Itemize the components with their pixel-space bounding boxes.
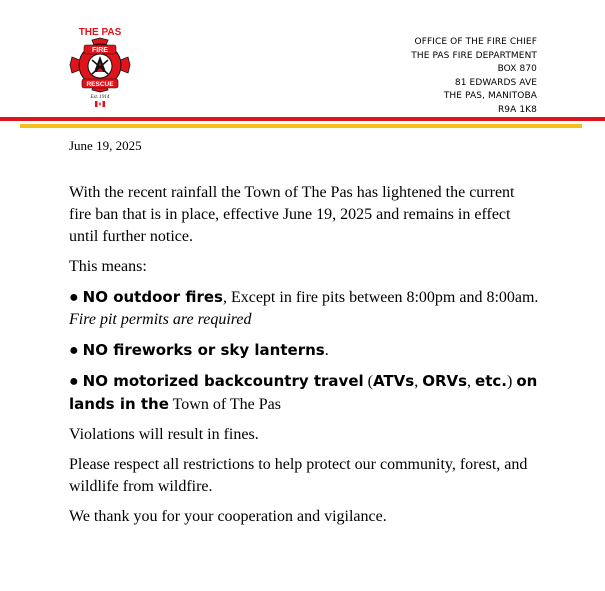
address-line: THE PAS, MANITOBA [443, 91, 537, 101]
logo-banner-bottom-text: RESCUE [86, 81, 114, 88]
letter-body [69, 182, 539, 536]
address-line: R9A 1K8 [497, 104, 537, 115]
restriction-bold: NO motorized backcountry travel [82, 372, 364, 390]
restriction-bold: NO fireworks or sky lanterns [82, 341, 325, 359]
logo-top-text: THE PAS [78, 27, 122, 38]
restriction-bold: ORVs [422, 372, 468, 390]
restriction-text: , Except in fire pits between 8:00pm and 8:00am. [222, 289, 539, 306]
restriction-text: , [467, 373, 476, 390]
violations-paragraph: Violations will result in fines. [69, 426, 259, 443]
restriction-bold: etc. [475, 372, 507, 390]
restriction-text: , [414, 373, 423, 390]
this-means-label: This means: [69, 258, 147, 275]
logo-banner-top-text: FIRE [92, 47, 108, 54]
restriction-bold: NO outdoor fires [82, 288, 223, 306]
bullet-icon: ● [69, 373, 79, 390]
respect-paragraph: Please respect all restrictions to help protect our community, forest, and wildlife from wildfire. [69, 456, 528, 495]
canada-flag-icon [95, 101, 105, 107]
thanks-paragraph: We thank you for your cooperation and vigilance. [69, 508, 387, 525]
address-line: OFFICE OF THE FIRE CHIEF [414, 37, 537, 47]
restriction-item-outdoor-fires [69, 286, 539, 331]
restriction-bold: on lands in the [69, 372, 538, 413]
intro-paragraph: With the recent rainfall the Town of The Pas has lightened the current fire ban that is in place, effective June 19, 2025 and remains in effect until further notice. [69, 184, 515, 245]
restriction-text: ( [363, 373, 373, 390]
address-line: 81 EDWARDS AVE [454, 77, 537, 88]
restriction-note: Fire pit permits are required [69, 311, 252, 328]
letter-date: June 19, 2025 [69, 138, 142, 153]
restriction-text: ) [506, 373, 517, 390]
address-line: THE PAS FIRE DEPARTMENT [411, 50, 537, 61]
header-rule-red [0, 117, 605, 121]
restriction-text: . [324, 342, 329, 359]
bullet-icon: ● [69, 289, 79, 306]
address-block [411, 36, 537, 117]
restriction-item-motorized-travel [69, 370, 539, 416]
bullet-icon: ● [69, 342, 79, 359]
restriction-bold: ATVs [372, 372, 415, 390]
restriction-text: Town of The Pas [168, 396, 281, 413]
header-rule-yellow [20, 124, 582, 128]
restriction-item-fireworks [69, 339, 539, 362]
logo-est-text: Est. 1914 [90, 95, 110, 100]
address-line: BOX 870 [497, 64, 537, 74]
fire-department-logo [66, 26, 134, 108]
